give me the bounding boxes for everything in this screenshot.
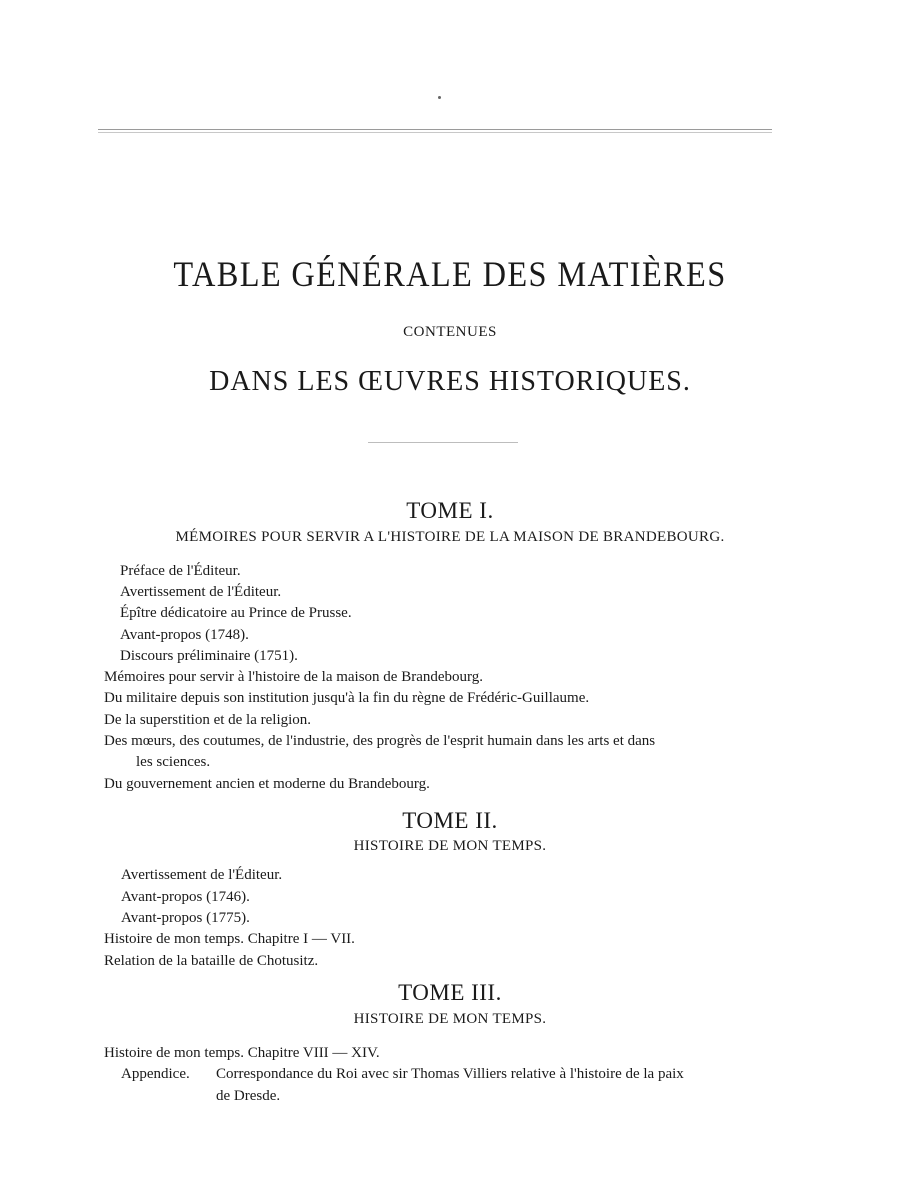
- page-subtitle: DANS LES ŒUVRES HISTORIQUES.: [209, 366, 691, 397]
- toc-entry: Avant-propos (1775).: [121, 910, 250, 926]
- toc-entry: De la superstition et de la religion.: [104, 712, 312, 728]
- toc-entry: Relation de la bataille de Chotusitz.: [104, 953, 319, 969]
- toc-entry-label: Appendice.: [121, 1066, 190, 1082]
- toc-entry: Épître dédicatoire au Prince de Prusse.: [120, 605, 352, 621]
- toc-entry-continuation: de Dresde.: [216, 1088, 281, 1104]
- toc-entry-continuation: les sciences.: [136, 754, 211, 770]
- toc-entry: Avertissement de l'Éditeur.: [120, 584, 282, 600]
- toc-entry: Discours préliminaire (1751).: [120, 648, 298, 664]
- ornament-dot: [438, 96, 441, 99]
- toc-entry: Histoire de mon temps. Chapitre VIII — XIV.: [104, 1045, 380, 1061]
- toc-entry: Des mœurs, des coutumes, de l'industrie, des progrès de l'esprit humain dans les arts et dans: [104, 733, 656, 749]
- tome-2-subheading: HISTOIRE DE MON TEMPS.: [353, 838, 547, 854]
- toc-entry: Correspondance du Roi avec sir Thomas Villiers relative à l'histoire de la paix: [216, 1066, 684, 1082]
- tome-3-subheading: HISTOIRE DE MON TEMPS.: [353, 1011, 547, 1027]
- tome-1-heading: TOME I.: [406, 498, 494, 523]
- tome-3-heading: TOME III.: [398, 980, 502, 1005]
- toc-entry: Du militaire depuis son institution jusqu'à la fin du règne de Frédéric-Guillaume.: [104, 690, 590, 706]
- title-divider: [368, 442, 518, 443]
- toc-entry: Avant-propos (1748).: [120, 627, 249, 643]
- toc-entry: Préface de l'Éditeur.: [120, 563, 241, 579]
- toc-entry: Avertissement de l'Éditeur.: [121, 867, 283, 883]
- page-title: TABLE GÉNÉRALE DES MATIÈRES: [173, 254, 727, 294]
- toc-entry: Du gouvernement ancien et moderne du Brandebourg.: [104, 776, 430, 792]
- top-rule: [98, 129, 772, 133]
- tome-1-subheading: MÉMOIRES POUR SERVIR A L'HISTOIRE DE LA MAISON DE BRANDEBOURG.: [175, 529, 725, 545]
- toc-entry: Mémoires pour servir à l'histoire de la maison de Brandebourg.: [104, 669, 483, 685]
- title-contenues: CONTENUES: [403, 324, 497, 340]
- toc-entry: Avant-propos (1746).: [121, 889, 250, 905]
- tome-2-heading: TOME II.: [402, 808, 498, 833]
- toc-entry: Histoire de mon temps. Chapitre I — VII.: [104, 931, 355, 947]
